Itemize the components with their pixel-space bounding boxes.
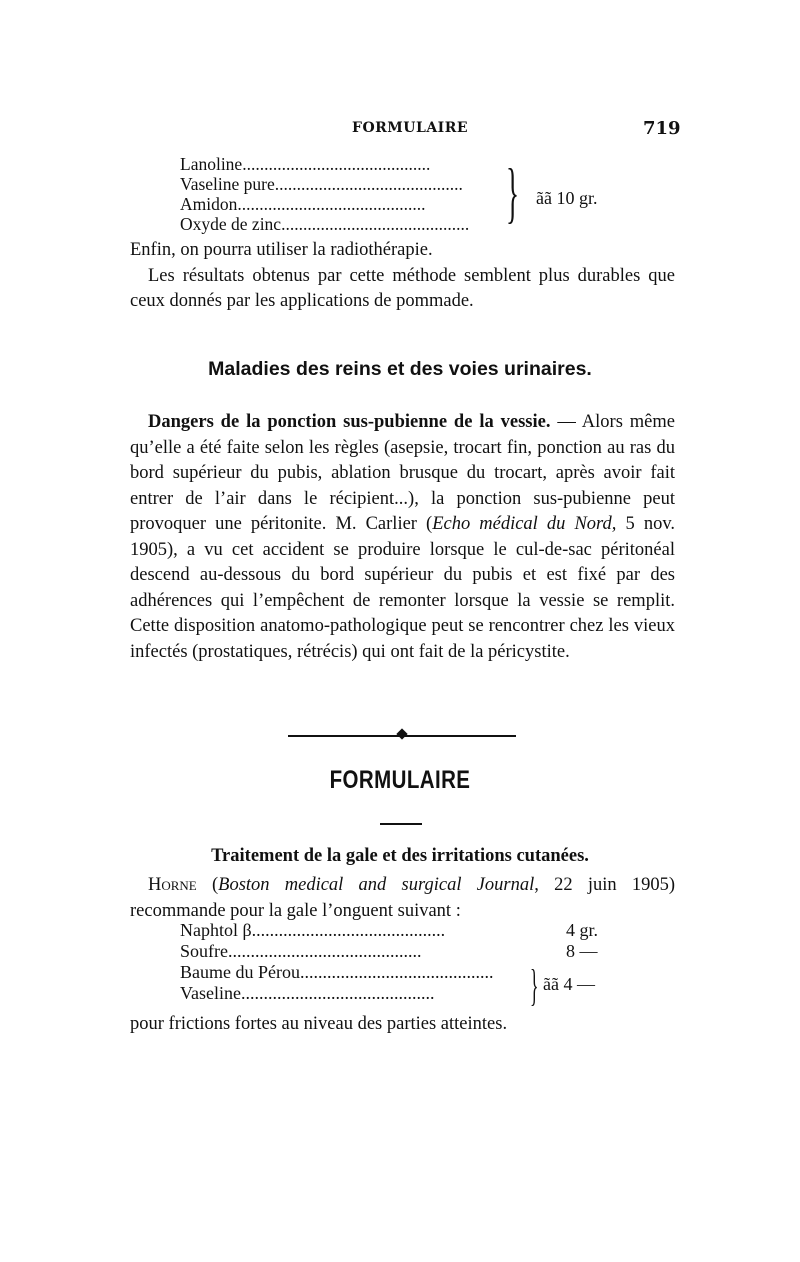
- recipe-item: Amidon...........................................: [180, 194, 426, 214]
- section-title-formulaire: FORMULAIRE: [329, 766, 471, 794]
- journal-title: Echo médical du Nord,: [432, 514, 617, 534]
- recipe-dose: 4 gr.: [566, 920, 599, 940]
- article-body: Dangers de la ponction sus-pubienne de la vessie. — Alors même qu’elle a été faite selon les règles (asepsie, trocart fin, ponction au ras du bord supérieur du pubis, ablation brusque du trocart, après avoir fait entrer de l’air dans le récipient...), la ponction sus-pubienne peut provoquer une péritonite. M. Carlier (Echo médical du Nord, 5 nov. 1905), a vu cet accident se produire lorsque le cul-de-sac péritonéal descend au-dessous du bord supérieur du pubis et est fixé par des adhérences qui l’empêchent de remonter lorsque la vessie se remplit. Cette disposition anatomo-pathologique peut se rencontrer chez les vieux infectés (prostatiques, rétrécis) qui ont fait de la péricystite.: [130, 412, 675, 662]
- paragraph-text: Les résultats obtenus par cette méthode semblent plus durables que ceux donnés par les applications de pommade.: [130, 265, 675, 311]
- recipe-item: Vaseline...........................................: [180, 983, 435, 1003]
- ornament-divider: [288, 734, 516, 738]
- author: Horne: [148, 875, 197, 895]
- recipe-dose: 8 —: [566, 941, 598, 961]
- diamond-icon: [396, 728, 407, 739]
- brace: }: [506, 154, 520, 230]
- article-intro: Horne (Boston medical and surgical Journal, 22 juin 1905) recommande pour la gale l’onguent suivant :: [130, 875, 675, 921]
- recipe-item: Lanoline...........................................: [180, 154, 431, 174]
- page-number: 719: [643, 118, 681, 139]
- recipe-list-2: [180, 920, 525, 1004]
- recipe-item: Soufre...........................................: [180, 941, 422, 961]
- journal-title: Boston medical and surgical Journal: [218, 875, 535, 895]
- recipe-dose: ãã 10 gr.: [536, 188, 598, 208]
- running-head: [0, 118, 800, 142]
- recipe-item: Naphtol β...........................................: [180, 920, 446, 940]
- recipe-list-1: [180, 154, 500, 234]
- article-heading: Traitement de la gale et des irritations cutanées.: [211, 846, 589, 866]
- brace: }: [530, 961, 539, 1010]
- recipe-item: Baume du Pérou...........................................: [180, 962, 494, 982]
- paragraph: Enfin, on pourra utiliser la radiothérapie. Les résultats obtenus par cette méthode semblent plus durables que ceux donnés par les applications de pommade.: [130, 238, 675, 315]
- recipe-item: Oxyde de zinc...........................................: [180, 214, 470, 234]
- running-head-title: FORMULAIRE: [352, 120, 469, 136]
- article-heading: Dangers de la ponction sus-pubienne de la vessie.: [148, 412, 551, 432]
- section-title: Maladies des reins et des voies urinaires.: [208, 358, 592, 380]
- recipe-item: Vaseline pure...........................................: [180, 174, 463, 194]
- closing-line: pour frictions fortes au niveau des parties atteintes.: [130, 1014, 508, 1034]
- recipe-dose: ãã 4 —: [543, 974, 595, 994]
- divider: [380, 823, 422, 825]
